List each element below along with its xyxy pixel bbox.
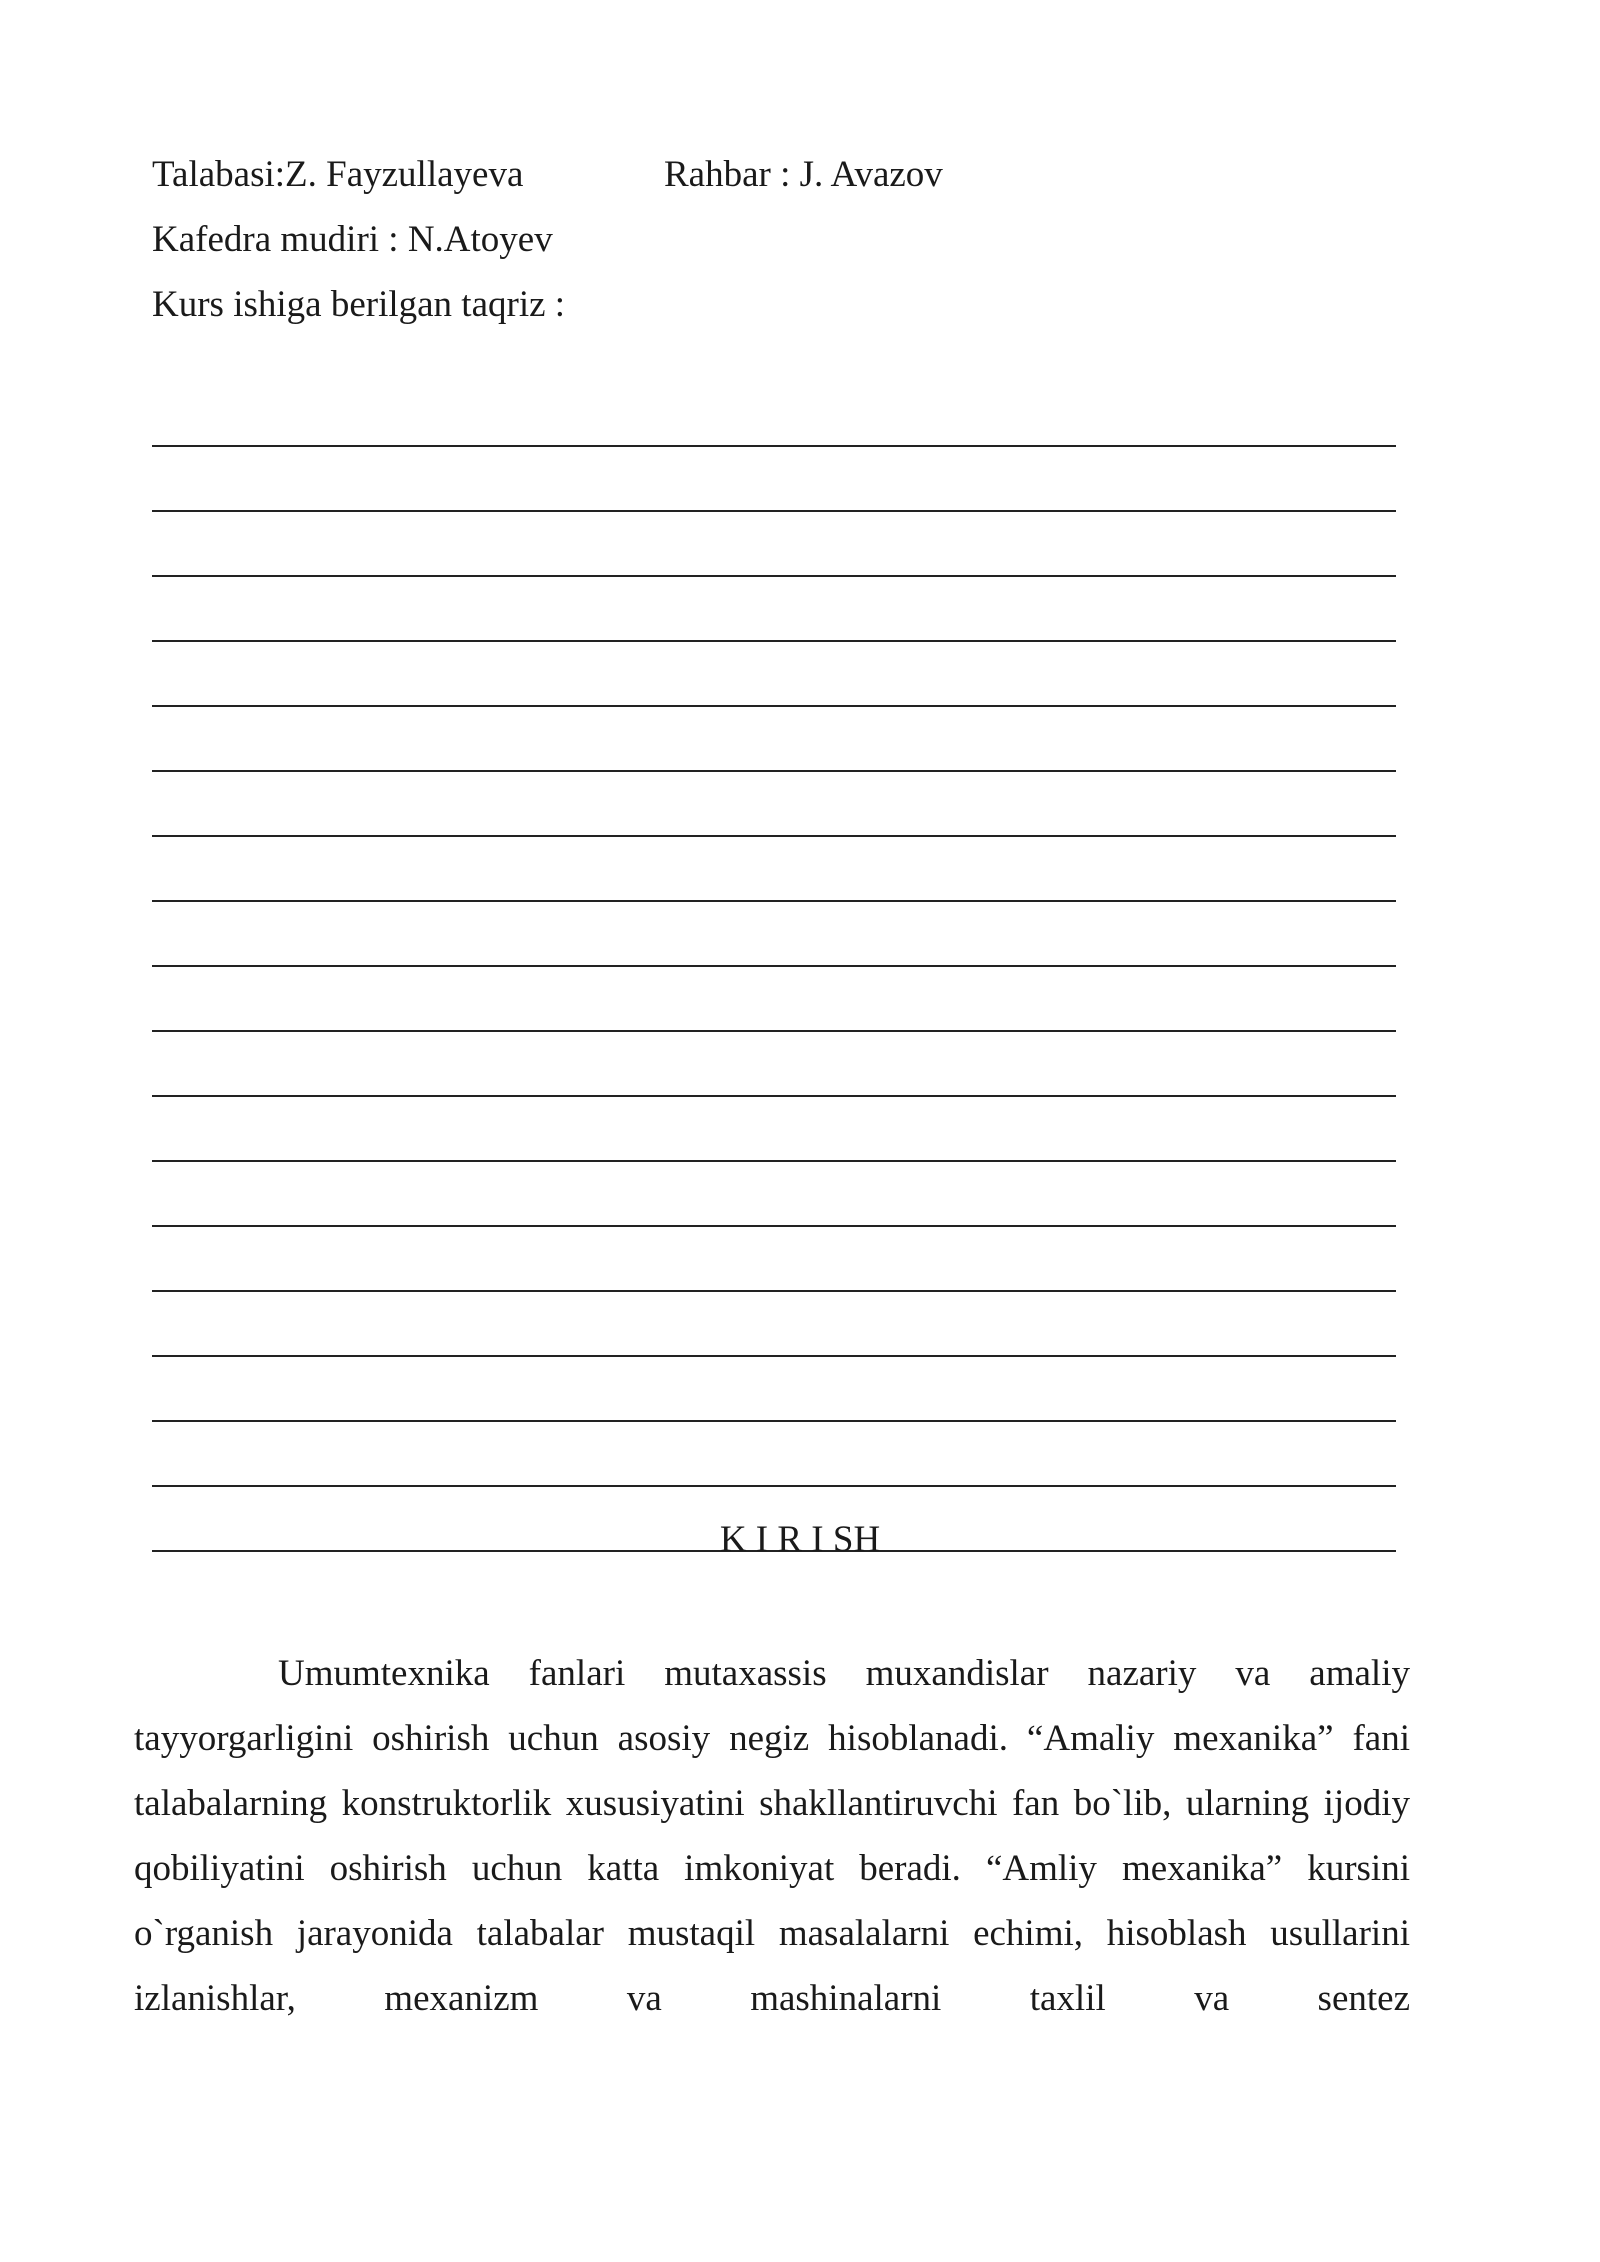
review-label: Kurs ishiga berilgan taqriz : bbox=[152, 284, 566, 325]
review-line bbox=[152, 1359, 1396, 1422]
review-line bbox=[152, 384, 1396, 447]
review-line bbox=[152, 1229, 1396, 1292]
head-of-department: Kafedra mudiri : N.Atoyev bbox=[152, 219, 553, 260]
review-line bbox=[152, 774, 1396, 837]
review-line bbox=[152, 1424, 1396, 1487]
review-line bbox=[152, 449, 1396, 512]
student-name: Talabasi:Z. Fayzullayeva bbox=[152, 154, 524, 195]
review-line bbox=[152, 579, 1396, 642]
supervisor-name: Rahbar : J. Avazov bbox=[664, 154, 943, 195]
review-line bbox=[152, 969, 1396, 1032]
review-line bbox=[152, 644, 1396, 707]
review-line bbox=[152, 1294, 1396, 1357]
review-line bbox=[152, 709, 1396, 772]
review-line bbox=[152, 1034, 1396, 1097]
review-line bbox=[152, 514, 1396, 577]
review-line bbox=[152, 839, 1396, 902]
section-title: K I R I SH bbox=[719, 1519, 881, 1560]
review-blank-lines bbox=[152, 384, 1396, 1554]
review-line bbox=[152, 904, 1396, 967]
review-line bbox=[152, 1164, 1396, 1227]
intro-paragraph: Umumtexnika fanlari mutaxassis muxandislar nazariy va amaliy tayyorgarligini oshirish uchun asosiy negiz hisoblanadi. “Amaliy mexanika” fani talabalarning konstruktorlik xususiyatini shakllantiruvchi fan bo`lib, ularning ijodiy qobiliyatini oshirish uchun katta imkoniyat beradi. “Amliy mexanika” kursini o`rganish jarayonida talabalar mustaqil masalalarni echimi, hisoblash usullarini izlanishlar, mexanizm va mashinalarni taxlil va sentez bbox=[134, 1653, 1410, 2019]
review-line bbox=[152, 1099, 1396, 1162]
